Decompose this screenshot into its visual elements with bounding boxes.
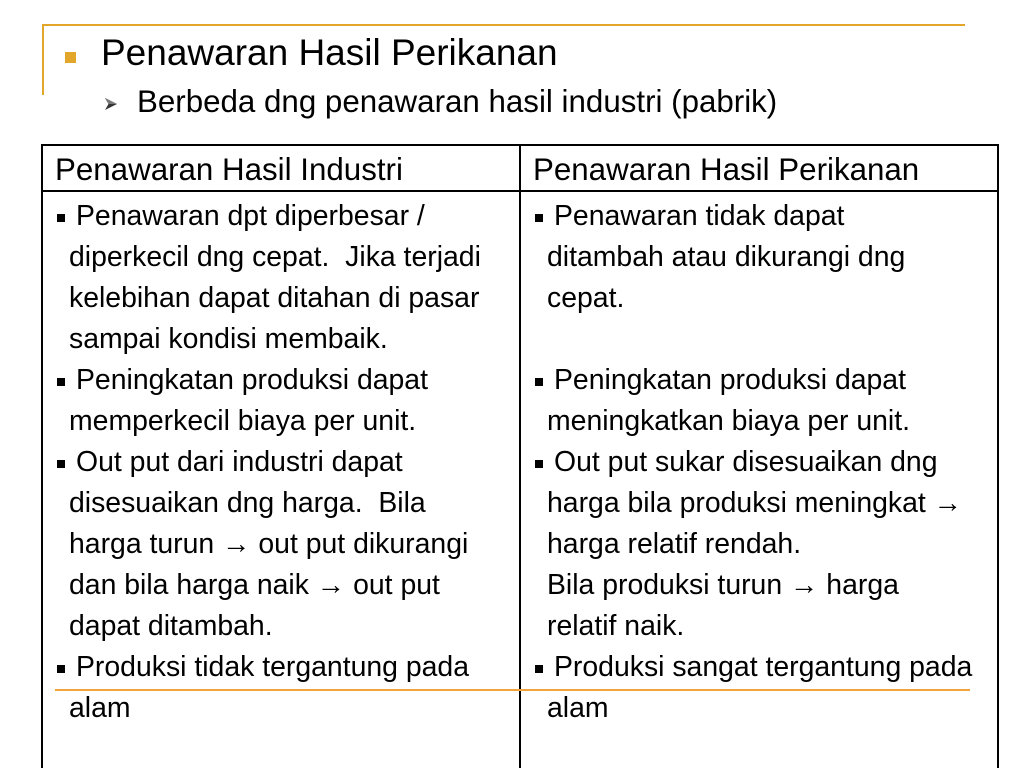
table-header-perikanan: Penawaran Hasil Perikanan — [533, 152, 920, 187]
list-item-line: Penawaran tidak dapat — [554, 200, 845, 232]
list-item-line: disesuaikan dng harga. Bila — [69, 487, 426, 519]
list-item-line: memperkecil biaya per unit. — [69, 405, 417, 437]
slide-title: Penawaran Hasil Perikanan — [101, 32, 558, 73]
list-item-line: harga turun → out put dikurangi — [69, 528, 469, 560]
slide-subtitle: Berbeda dng penawaran hasil industri (pabrik) — [137, 84, 778, 119]
footer-accent-line — [55, 689, 970, 691]
list-item-line: Out put sukar disesuaikan dng — [554, 446, 938, 478]
list-item-line: ditambah atau dikurangi dng — [547, 241, 906, 273]
list-item-line: harga bila produksi meningkat → — [547, 487, 963, 519]
list-item-line: alam — [547, 692, 609, 724]
list-item-line: meningkatkan biaya per unit. — [547, 405, 910, 437]
list-item-line: Out put dari industri dapat — [76, 446, 403, 478]
square-bullet-icon — [535, 214, 543, 222]
list-item-line: Bila produksi turun → harga — [547, 569, 899, 601]
list-item-line: harga relatif rendah. — [547, 528, 802, 560]
square-bullet-icon — [535, 460, 543, 468]
list-item-line: dapat ditambah. — [69, 610, 273, 642]
list-item-line: sampai kondisi membaik. — [69, 323, 388, 355]
list-item-line: alam — [69, 692, 131, 724]
list-item-line: Produksi tidak tergantung pada — [76, 651, 470, 683]
table-header-industri: Penawaran Hasil Industri — [55, 152, 403, 187]
list-item-line: kelebihan dapat ditahan di pasar — [69, 282, 480, 314]
list-item-line: Peningkatan produksi dapat — [554, 364, 906, 396]
list-item-line: relatif naik. — [547, 610, 685, 642]
list-item-line: cepat. — [547, 282, 625, 314]
list-item-line: Peningkatan produksi dapat — [76, 364, 428, 396]
square-bullet-icon — [535, 665, 543, 673]
list-item-line: Produksi sangat tergantung pada — [554, 651, 973, 683]
list-item-line: diperkecil dng cepat. Jika terjadi — [69, 241, 481, 273]
square-bullet-icon — [535, 378, 543, 386]
list-item-line: Penawaran dpt diperbesar / — [76, 200, 425, 232]
list-item-line: dan bila harga naik → out put — [69, 569, 440, 601]
